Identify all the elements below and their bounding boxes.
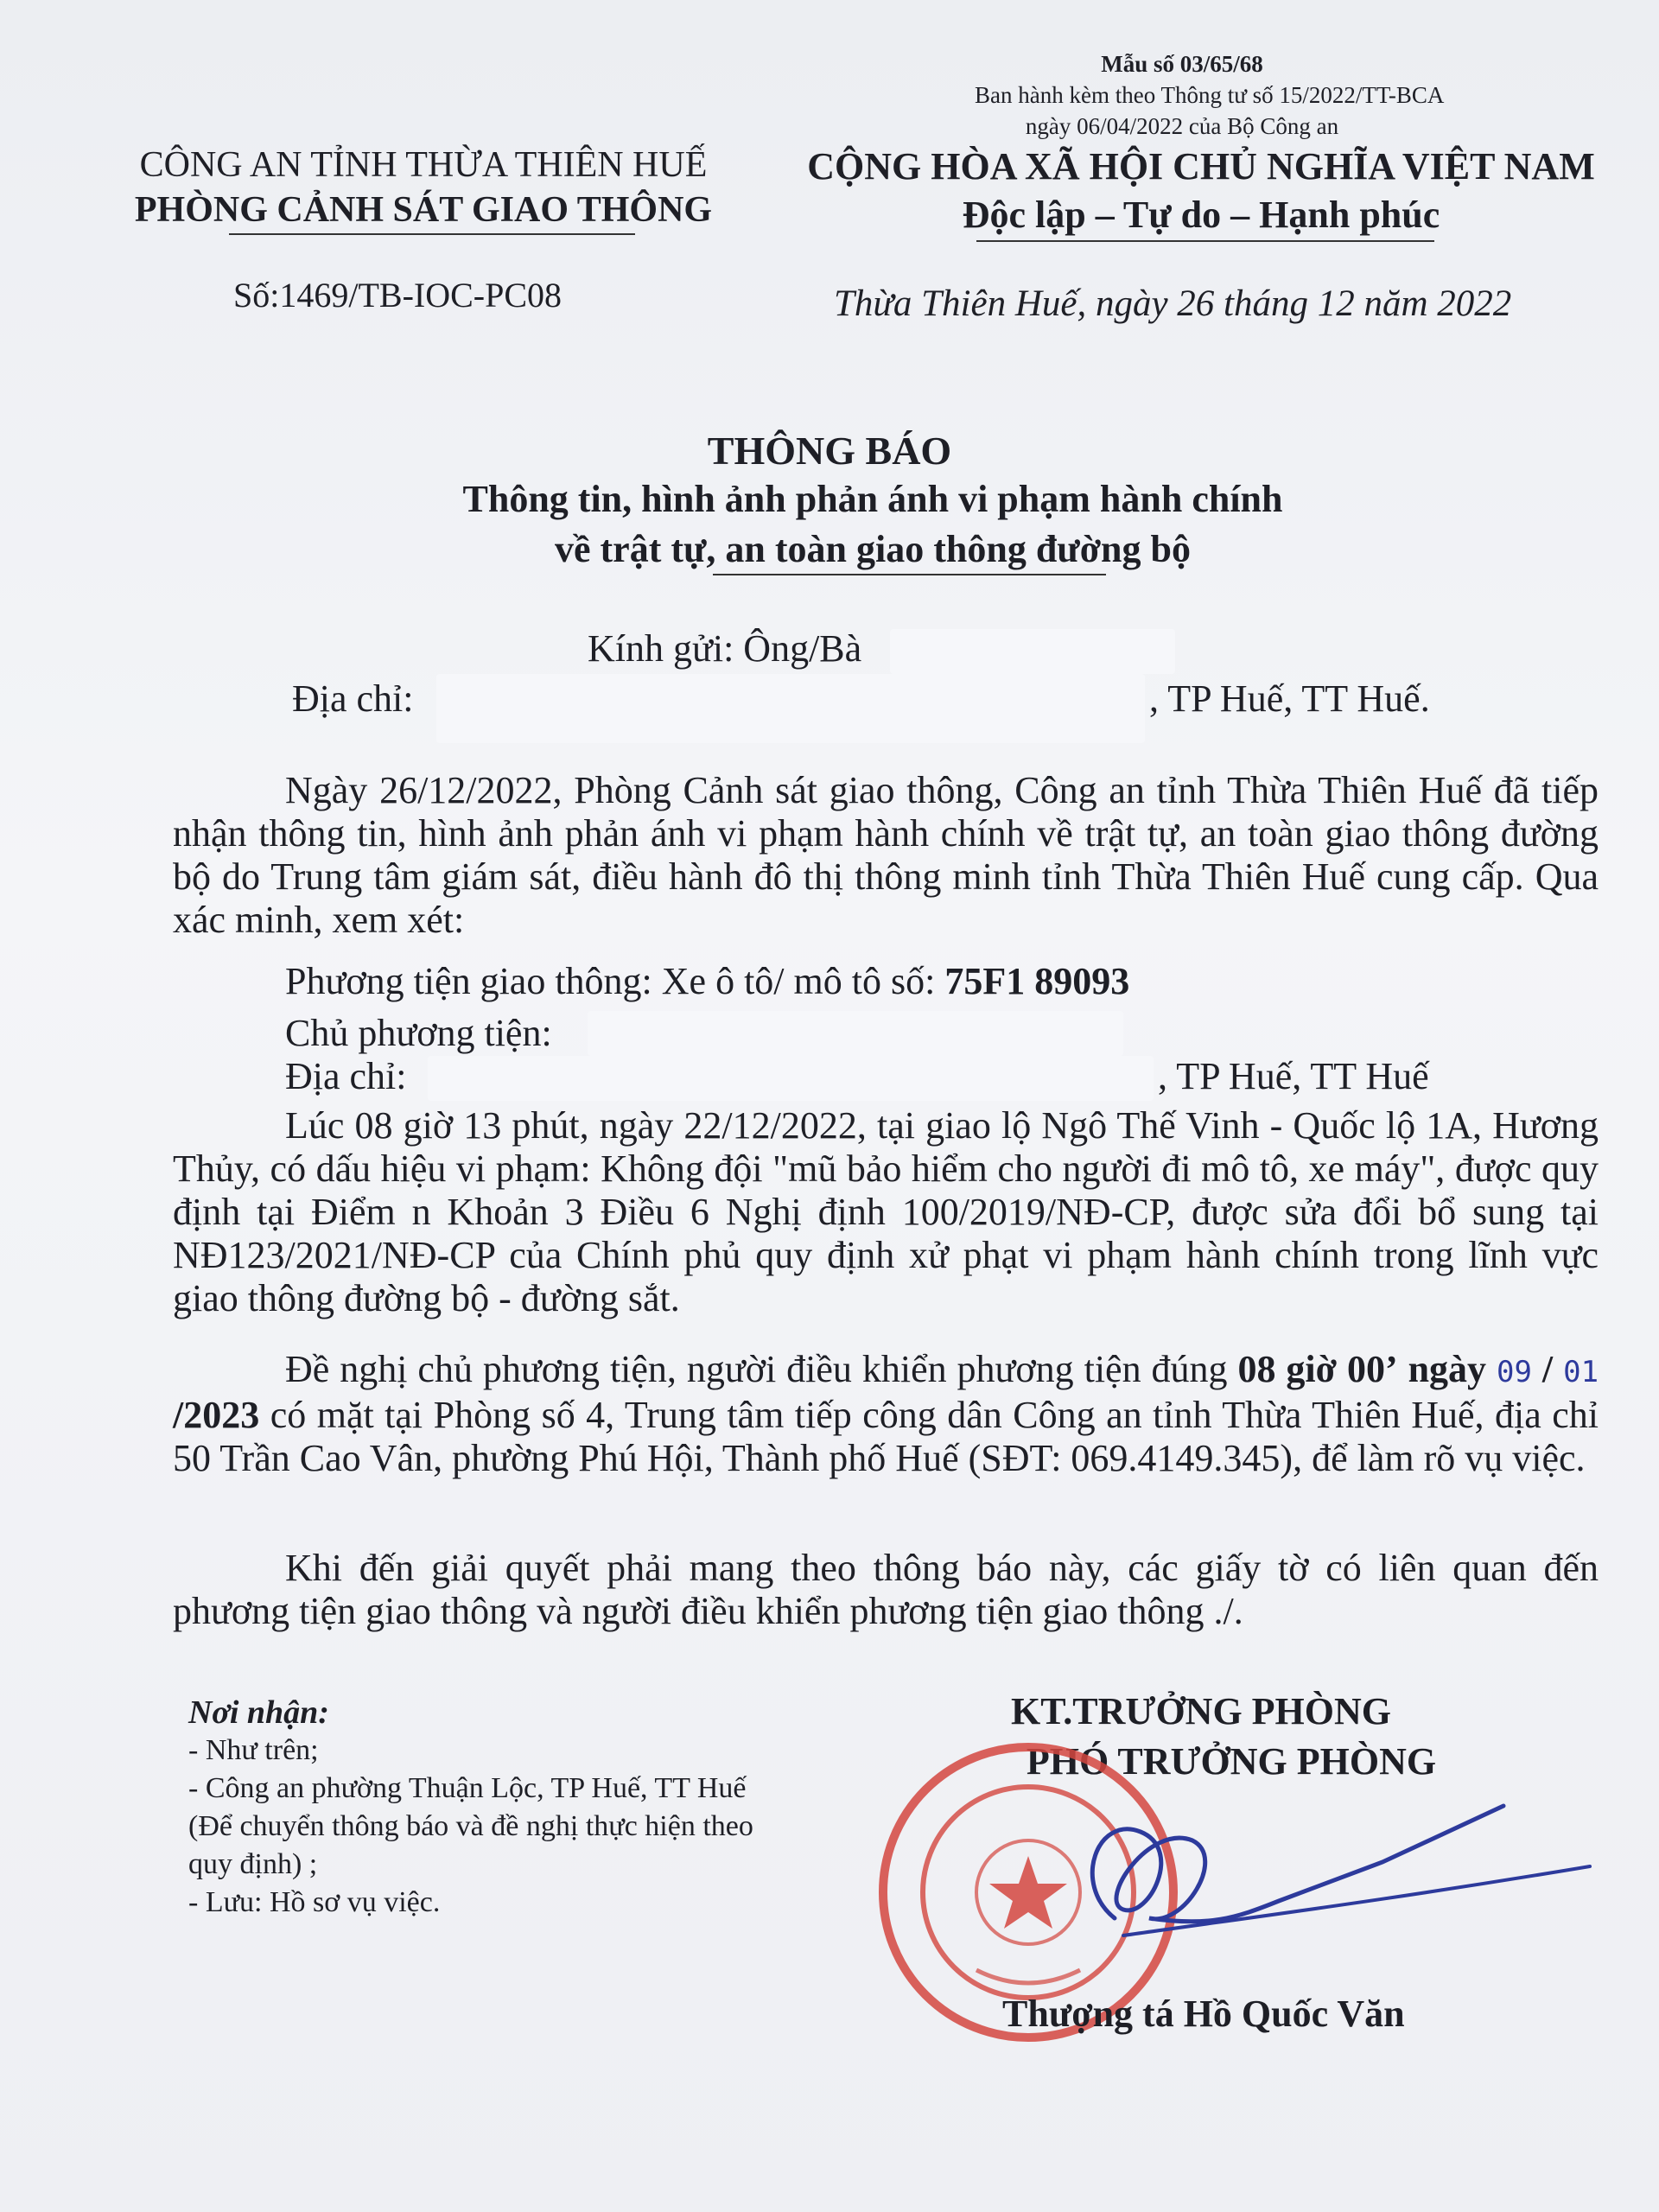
- redacted-owner-address: [428, 1056, 1154, 1101]
- department-name: PHÒNG CẢNH SÁT GIAO THÔNG: [134, 190, 713, 230]
- request-text: Đề nghị chủ phương tiện, người điều khiển phương tiện đúng 08 giờ 00’ ngày 09 / 01 /2023 có mặt tại Phòng số 4, Trung tâm tiếp công dân Công an tỉnh Thừa Thiên Huế, địa chỉ 50 Trần Cao Vân, phường Phú Hội, Thành phố Huế (SĐT: 069.4149.345), để làm rõ vụ việc.: [173, 1348, 1599, 1479]
- redacted-name: [890, 629, 1175, 674]
- redacted-owner: [588, 1011, 1123, 1056]
- request-post: có mặt tại Phòng số 4, Trung tâm tiếp công dân Công an tỉnh Thừa Thiên Huế, địa chỉ 50 Trần Cao Vân, phường Phú Hội, Thành phố Huế (SĐT: 069.4149.345), để làm rõ vụ việc.: [173, 1394, 1599, 1479]
- redacted-address: [436, 674, 1145, 743]
- document-number: Số:1469/TB-IOC-PC08: [233, 276, 563, 315]
- left-header-rule: [229, 233, 635, 235]
- recipients-item: - Như trên;: [188, 1734, 319, 1766]
- violation-paragraph: [173, 1104, 1599, 1320]
- handwritten-month: 01: [1563, 1355, 1599, 1389]
- subtitle-underline: [713, 574, 1106, 575]
- owner-address-label: Địa chỉ:: [285, 1055, 407, 1097]
- country-name: CỘNG HÒA XÃ HỘI CHỦ NGHĨA VIỆT NAM: [807, 145, 1595, 188]
- signer-name: Thượng tá Hồ Quốc Văn: [1002, 1993, 1405, 2035]
- recipients-item: quy định) ;: [188, 1848, 318, 1880]
- document-subtitle-1: Thông tin, hình ảnh phản ánh vi phạm hành chính: [462, 478, 1283, 520]
- violation-text: Lúc 08 giờ 13 phút, ngày 22/12/2022, tại giao lộ Ngô Thế Vinh - Quốc lộ 1A, Hương Thủy, có dấu hiệu vi phạm: Không đội "mũ bảo hiểm cho người đi mô tô, xe máy", được quy định tại Điểm n Khoản 3 Điều 6 Nghị định 100/2019/NĐ-CP, được sửa đổi bổ sung tại NĐ123/2021/NĐ-CP của Chính phủ quy định xử phạt vi phạm hành chính trong lĩnh vực giao thông đường bộ - đường sắt.: [173, 1104, 1599, 1319]
- request-pre: Đề nghị chủ phương tiện, người điều khiển phương tiện đúng: [285, 1348, 1228, 1390]
- handwritten-day: 09: [1497, 1355, 1532, 1389]
- closing-text: Khi đến giải quyết phải mang theo thông báo này, các giấy tờ có liên quan đến phương tiện giao thông và người điều khiển phương tiện giao thông ./.: [173, 1547, 1599, 1632]
- document-subtitle-2: về trật tự, an toàn giao thông đường bộ: [554, 528, 1191, 570]
- intro-paragraph: [173, 769, 1599, 942]
- recipients-block: [188, 1694, 753, 1922]
- document-title: THÔNG BÁO: [707, 429, 952, 473]
- recipients-item: - Công an phường Thuận Lộc, TP Huế, TT Huế: [188, 1772, 747, 1804]
- request-time: 08 giờ 00’: [1237, 1348, 1398, 1390]
- motto: Độc lập – Tự do – Hạnh phúc: [962, 194, 1440, 236]
- owner-line: [285, 1011, 552, 1055]
- left-header: [104, 143, 743, 232]
- signature-icon: [1020, 1780, 1607, 1961]
- recipients-item: - Lưu: Hồ sơ vụ việc.: [188, 1886, 441, 1918]
- motto-rule: [976, 240, 1434, 242]
- signature-title-1: KT.TRƯỞNG PHÒNG: [1011, 1690, 1391, 1732]
- owner-address-line: [285, 1054, 407, 1098]
- agency-name: CÔNG AN TỈNH THỪA THIÊN HUẾ: [139, 145, 708, 185]
- owner-label: Chủ phương tiện:: [285, 1012, 552, 1054]
- closing-paragraph: [173, 1547, 1599, 1633]
- form-code-block: [975, 48, 1445, 142]
- intro-text: Ngày 26/12/2022, Phòng Cảnh sát giao thông, Công an tỉnh Thừa Thiên Huế đã tiếp nhận thông tin, hình ảnh phản ánh vi phạm hành chính về trật tự, an toàn giao thông đường bộ do Trung tâm giám sát, điều hành đô thị thông minh tỉnh Thừa Thiên Huế cung cấp. Qua xác minh, xem xét:: [173, 769, 1599, 941]
- form-issued-date: ngày 06/04/2022 của Bộ Công an: [1025, 113, 1339, 139]
- request-paragraph: [173, 1348, 1599, 1480]
- signature-title-2: PHÓ TRƯỞNG PHÒNG: [1026, 1740, 1437, 1783]
- plate-number: 75F1 89093: [944, 960, 1130, 1002]
- form-issued-with: Ban hành kèm theo Thông tư số 15/2022/TT-BCA: [975, 82, 1445, 108]
- owner-address-end: , TP Huế, TT Huế: [1158, 1055, 1429, 1097]
- recipients-item: (Để chuyển thông báo và đề nghị thực hiện theo: [188, 1810, 753, 1842]
- address-end: , TP Huế, TT Huế.: [1149, 677, 1430, 720]
- request-year: /2023: [173, 1394, 260, 1436]
- place-date: Thừa Thiên Huế, ngày 26 tháng 12 năm 2022: [834, 283, 1512, 324]
- vehicle-label: Phương tiện giao thông: Xe ô tô/ mô tô số:: [285, 960, 936, 1002]
- vehicle-line: [285, 959, 1129, 1003]
- address-label: Địa chỉ:: [292, 677, 414, 720]
- request-day-label: ngày: [1408, 1348, 1487, 1390]
- greeting: Kính gửi: Ông/Bà: [588, 627, 862, 670]
- recipients-heading: Nơi nhận:: [188, 1694, 329, 1731]
- form-code: Mẫu số 03/65/68: [1101, 51, 1263, 77]
- right-header: [769, 143, 1633, 239]
